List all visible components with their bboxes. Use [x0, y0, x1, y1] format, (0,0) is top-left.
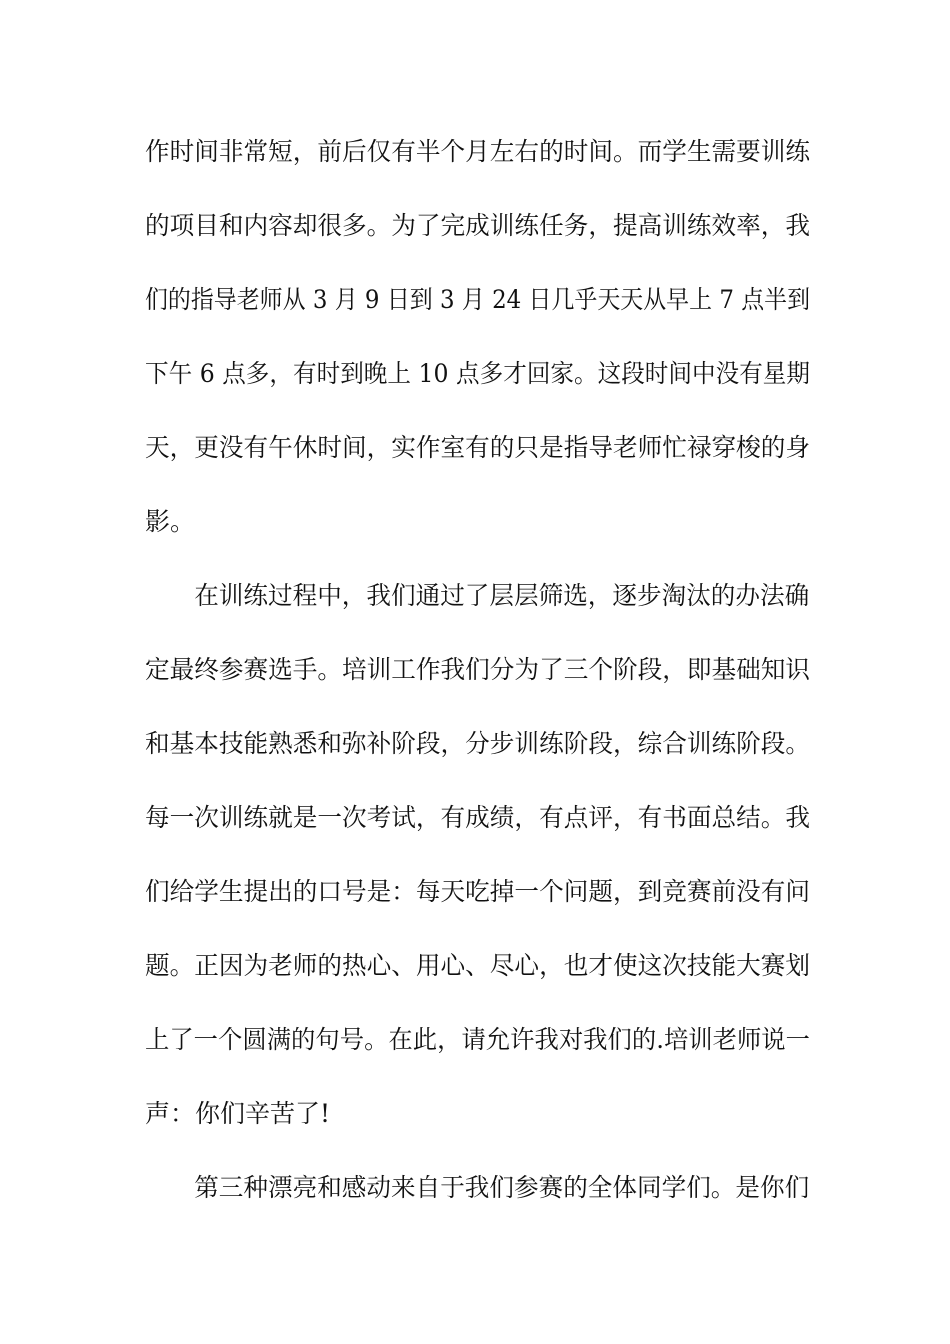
text-line: 声：你们辛苦了! [145, 1099, 331, 1128]
paragraph-start-line: 在训练过程中，我们通过了层层筛选，逐步淘汰的办法确 [194, 581, 810, 610]
body-text [145, 127, 810, 1237]
text-line: 们给学生提出的口号是：每天吃掉一个问题，到竞赛前没有问 [145, 877, 810, 906]
text-line: 题。正因为老师的热心、用心、尽心，也才使这次技能大赛划 [145, 951, 810, 980]
paragraph-start-line: 第三种漂亮和感动来自于我们参赛的全体同学们。是你们 [194, 1173, 810, 1202]
text-line: 每一次训练就是一次考试，有成绩，有点评，有书面总结。我 [145, 803, 810, 832]
text-line: 们的指导老师从 3 月 9 日到 3 月 24 日几乎天天从早上 7 点半到 [145, 285, 810, 314]
text-line: 定最终参赛选手。培训工作我们分为了三个阶段，即基础知识 [145, 655, 810, 684]
text-line: 上了一个圆满的句号。在此，请允许我对我们的.培训老师说一 [145, 1025, 810, 1054]
text-line: 影。 [145, 507, 196, 536]
text-line: 作时间非常短，前后仅有半个月左右的时间。而学生需要训练 [145, 137, 810, 166]
text-line: 和基本技能熟悉和弥补阶段，分步训练阶段，综合训练阶段。 [145, 729, 810, 758]
text-line: 的项目和内容却很多。为了完成训练任务，提高训练效率，我 [145, 211, 810, 240]
text-line: 天，更没有午休时间，实作室有的只是指导老师忙禄穿梭的身 [145, 433, 810, 462]
text-line: 下午 6 点多，有时到晚上 10 点多才回家。这段时间中没有星期 [145, 359, 810, 388]
